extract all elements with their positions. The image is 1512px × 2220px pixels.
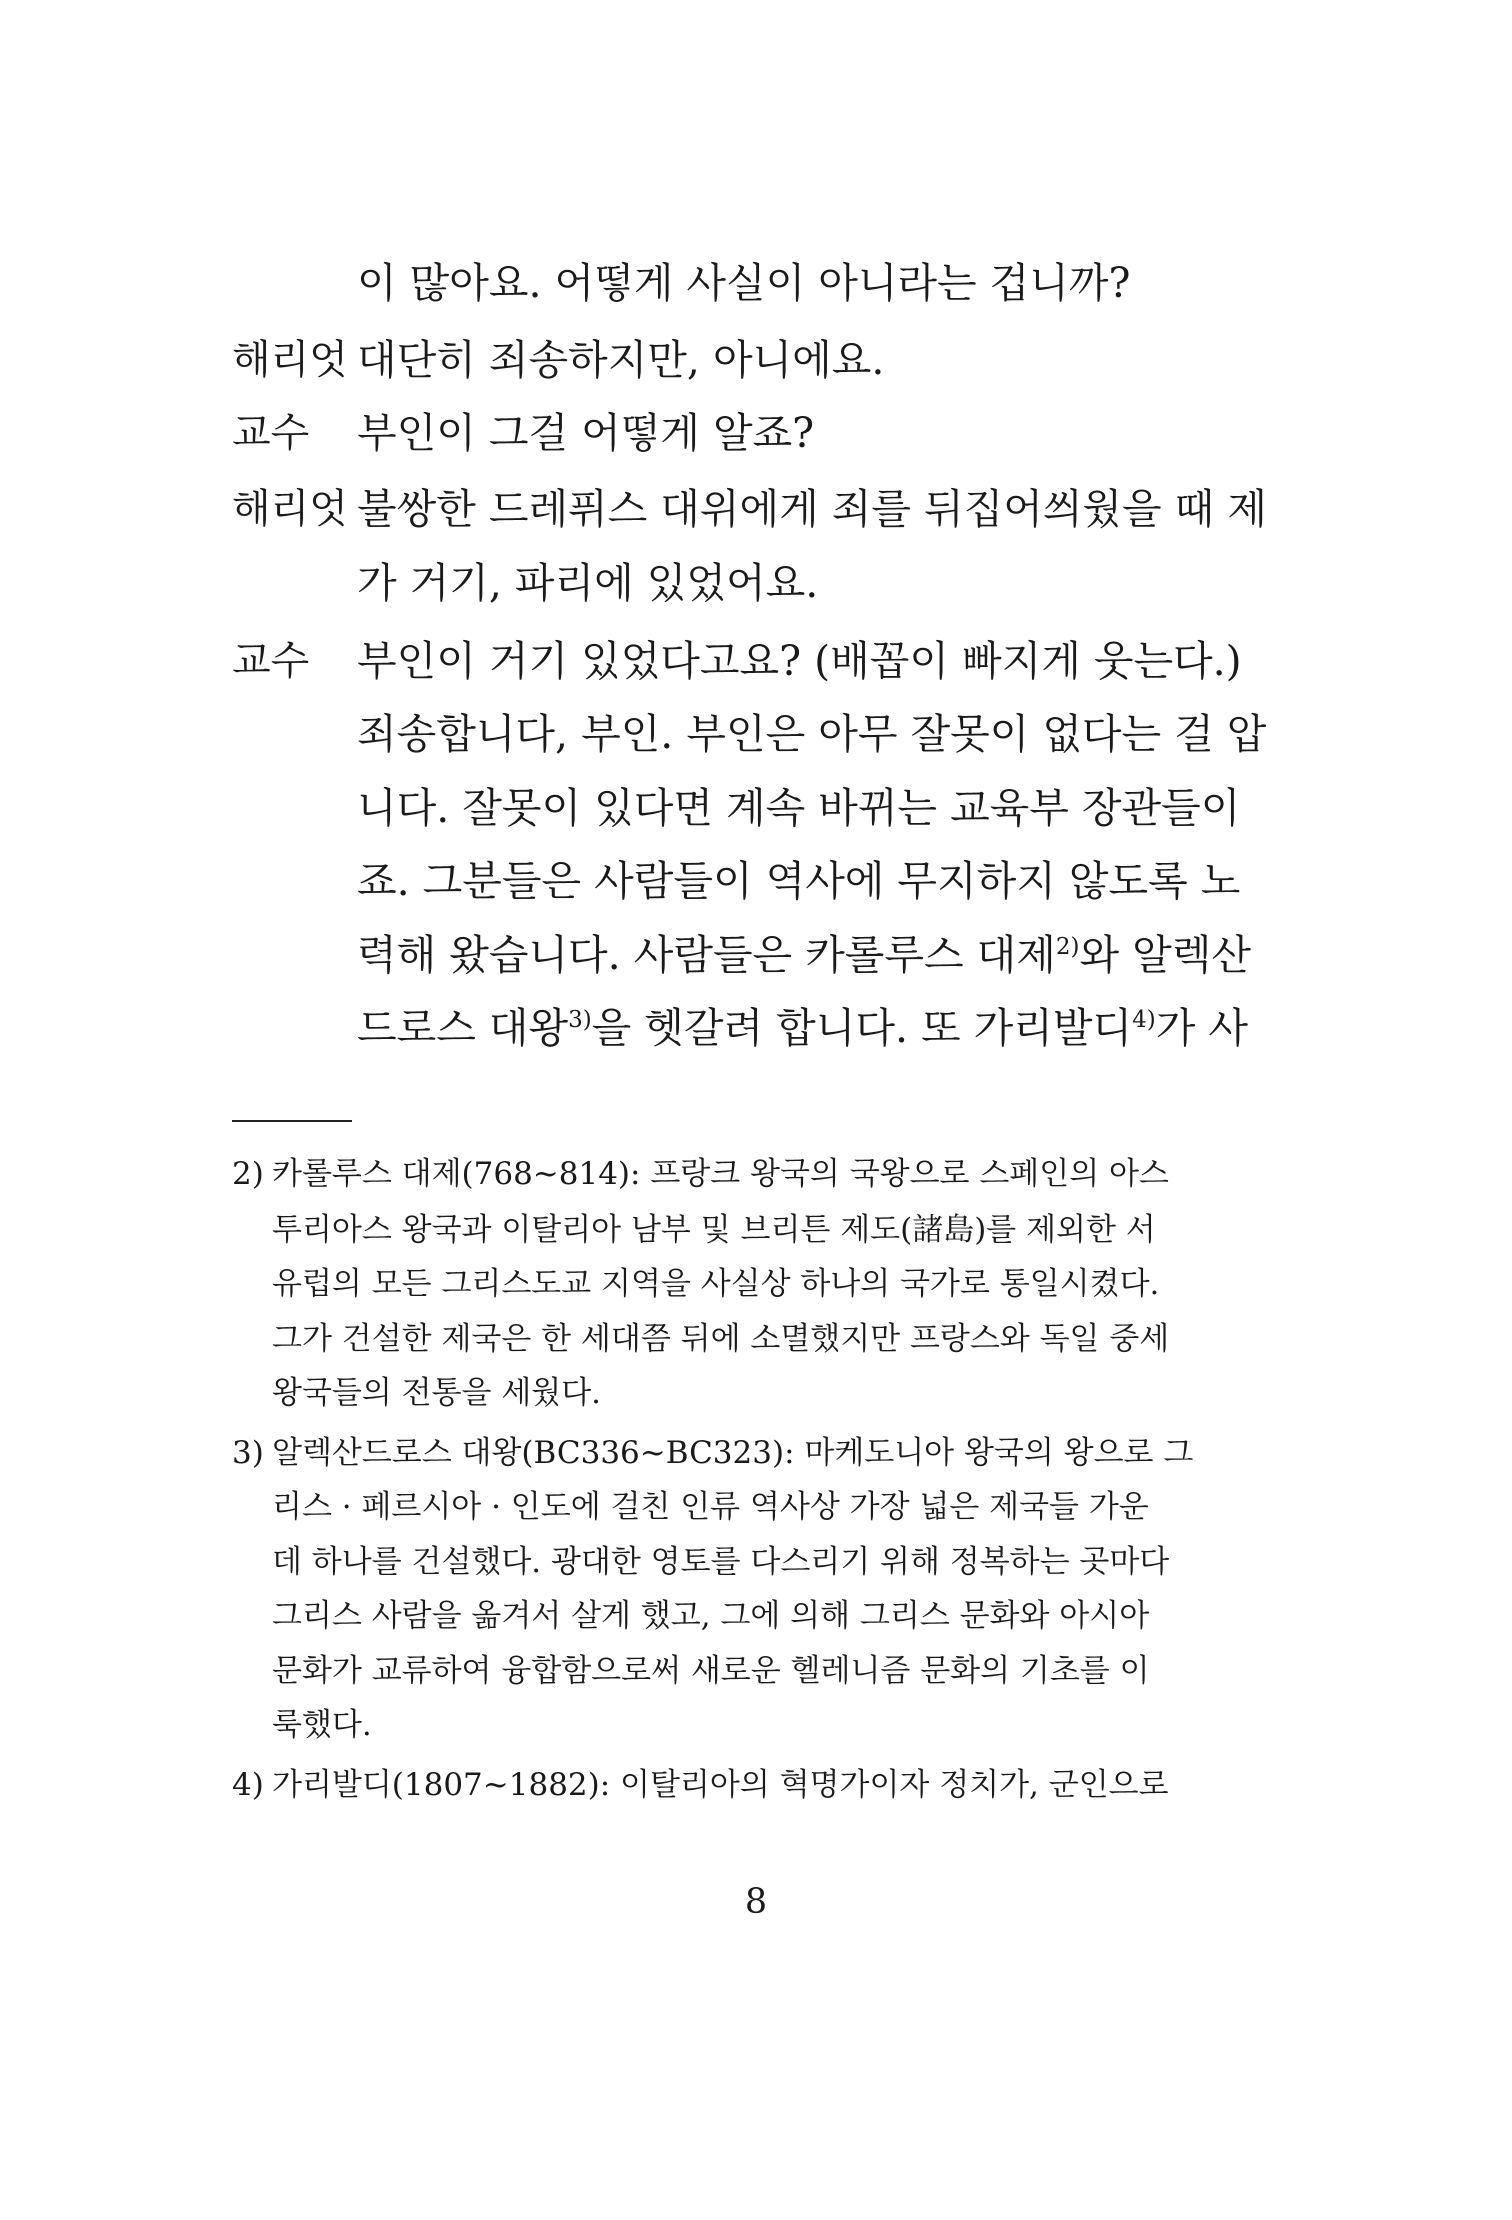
footnote-number: 3) [232,1435,264,1471]
footnote-number: 2) [232,1156,264,1192]
dialogue-line: 부인이 거기 있었다고요? (배꼽이 빠지게 웃는다.) [357,637,1242,685]
footnote-line: 그가 건설한 제국은 한 세대쯤 뒤에 소멸했지만 프랑스와 독일 중세 [272,1321,1170,1357]
dialogue-line: 불쌍한 드레퓌스 대위에게 죄를 뒤집어씌웠을 때 제 [357,485,1267,533]
footnote-line: 리스 · 페르시아 · 인도에 걸친 인류 역사상 가장 넓은 제국들 가운 [272,1489,1149,1525]
text-run: 드로스 대왕 [357,1004,569,1052]
footnote-line: 데 하나를 건설했다. 광대한 영토를 다스리기 위해 정복하는 곳마다 [272,1544,1170,1580]
footnote-divider [232,1120,352,1122]
dialogue-line: 니다. 잘못이 있다면 계속 바뀌는 교육부 장관들이 [357,784,1241,832]
speaker-name: 해리엇 [232,486,348,532]
text-run: 와 알렉산 [1079,931,1251,979]
speaker-name: 교수 [232,410,310,456]
footnote-line: 그리스 사람을 옮겨서 살게 했고, 그에 의해 그리스 문화와 아시아 [272,1598,1150,1634]
dialogue-line [357,930,1251,980]
footnote-number: 4) [232,1767,264,1803]
dialogue-line: 가 거기, 파리에 있었어요. [357,559,819,607]
dialogue-line: 부인이 그걸 어떻게 알죠? [357,409,815,457]
footnote-line: 왕국들의 전통을 세웠다. [272,1375,602,1411]
text-run: 가 사 [1155,1004,1248,1052]
dialogue-line [357,1003,1248,1053]
footnote-ref[interactable]: 3) [568,1007,592,1033]
footnote-line: 알렉산드로스 대왕(BC336~BC323): 마케도니아 왕국의 왕으로 그 [272,1435,1194,1471]
dialogue-line: 대단히 죄송하지만, 아니에요. [357,336,885,384]
dialogue-line: 이 많아요. 어떻게 사실이 아니라는 겁니까? [357,259,1131,307]
footnote-line: 룩했다. [272,1707,372,1743]
speaker-name: 해리엇 [232,337,348,383]
footnote-line: 카롤루스 대제(768~814): 프랑크 왕국의 국왕으로 스페인의 아스 [272,1156,1169,1192]
footnote-line: 유럽의 모든 그리스도교 지역을 사실상 하나의 국가로 통일시켰다. [272,1266,1160,1302]
footnote-line: 투리아스 왕국과 이탈리아 남부 및 브리튼 제도(諸島)를 제외한 서 [272,1212,1156,1248]
dialogue-line: 죠. 그분들은 사람들이 역사에 무지하지 않도록 노 [357,857,1241,905]
speaker-name: 교수 [232,638,310,684]
page-number: 8 [744,1882,768,1922]
footnote-ref[interactable]: 4) [1132,1007,1156,1033]
dialogue-line: 죄송합니다, 부인. 부인은 아무 잘못이 없다는 걸 압 [357,710,1267,758]
text-run: 력해 왔습니다. 사람들은 카롤루스 대제 [357,931,1056,979]
footnote-line: 문화가 교류하여 융합함으로써 새로운 헬레니즘 문화의 기초를 이 [272,1653,1150,1689]
text-run: 을 헷갈려 합니다. 또 가리발디 [591,1004,1133,1052]
footnote-line: 가리발디(1807~1882): 이탈리아의 혁명가이자 정치가, 군인으로 [272,1767,1169,1803]
footnote-ref[interactable]: 2) [1055,934,1080,960]
